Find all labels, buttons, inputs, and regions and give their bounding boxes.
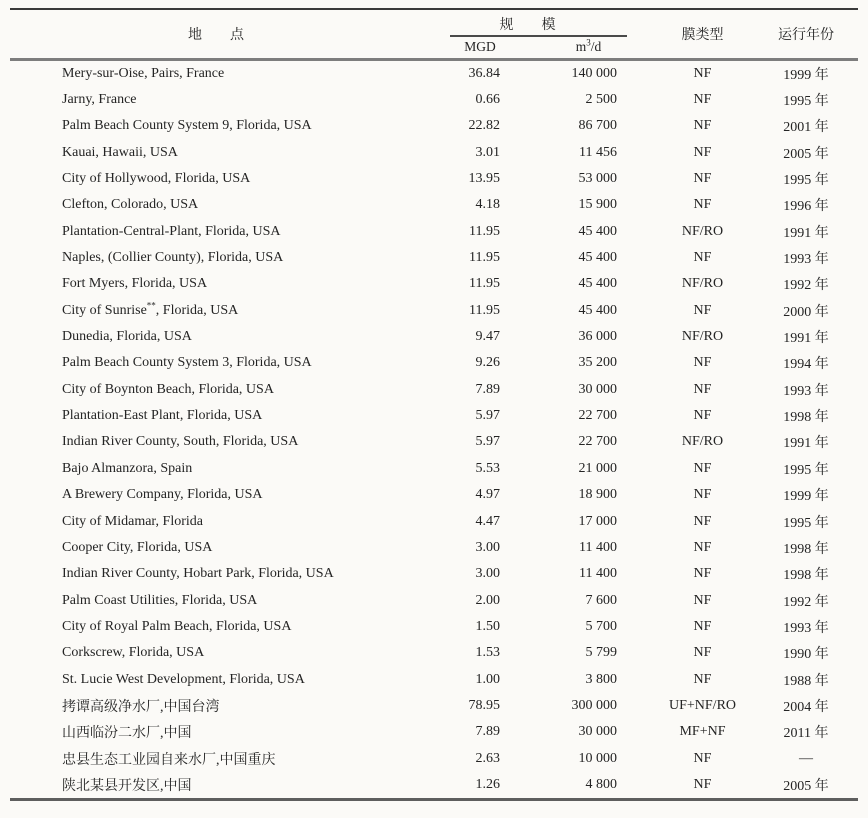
cell-operation-year: — xyxy=(799,750,813,766)
table-header xyxy=(10,9,858,59)
m3d-rest: /d xyxy=(590,39,602,55)
cell-m3d: 21 000 xyxy=(578,460,617,476)
cell-m3d: 140 000 xyxy=(571,65,617,81)
cell-location xyxy=(10,561,450,587)
cell-membrane-type: NF xyxy=(693,355,712,371)
cell-location xyxy=(10,666,450,692)
cell-location xyxy=(10,535,450,561)
cell-mgd: 78.95 xyxy=(468,697,500,713)
cell-operation-year: 2001 年 xyxy=(783,120,829,136)
location-text: St. Lucie West Development, Florida, USA xyxy=(62,671,305,687)
location-text: Fort Myers, Florida, USA xyxy=(62,276,208,292)
header-mgd-unit: MGD xyxy=(464,39,496,55)
cell-mgd: 36.84 xyxy=(468,65,500,81)
cell-m3d: 11 456 xyxy=(579,144,617,160)
cell-m3d: 11 400 xyxy=(579,539,617,555)
cell-mgd: 22.82 xyxy=(468,118,500,134)
cell-operation-year: 1988 年 xyxy=(783,673,829,689)
cell-membrane-type: NF xyxy=(693,381,712,397)
table-row xyxy=(10,745,858,771)
cell-location xyxy=(10,587,450,613)
cell-mgd: 1.00 xyxy=(475,671,500,687)
cell-mgd: 13.95 xyxy=(468,171,500,187)
location-text: Naples, (Collier County), Florida, USA xyxy=(62,250,284,266)
cell-mgd: 4.97 xyxy=(475,487,500,503)
cell-m3d: 300 000 xyxy=(571,697,617,713)
cell-mgd: 3.00 xyxy=(475,566,500,582)
cell-mgd: 1.53 xyxy=(475,645,500,661)
table-row xyxy=(10,219,858,245)
cell-operation-year: 2005 年 xyxy=(783,778,829,794)
cell-operation-year: 1991 年 xyxy=(783,331,829,347)
cell-membrane-type: NF xyxy=(693,487,712,503)
cell-mgd: 11.95 xyxy=(469,223,500,239)
cell-location xyxy=(10,693,450,719)
cell-m3d: 45 400 xyxy=(578,276,617,292)
cell-membrane-type: NF xyxy=(693,302,712,318)
table-row xyxy=(10,666,858,692)
cell-mgd: 5.53 xyxy=(475,460,500,476)
cell-location xyxy=(10,271,450,297)
m3d-base: m xyxy=(575,39,587,55)
location-text: Jarny, France xyxy=(62,92,137,108)
table-row xyxy=(10,772,858,800)
cell-operation-year: 1994 年 xyxy=(783,357,829,373)
cell-operation-year: 2000 年 xyxy=(783,304,829,320)
location-text: City of Midamar, Florida xyxy=(62,513,203,529)
cell-m3d: 22 700 xyxy=(578,408,617,424)
cell-location xyxy=(10,429,450,455)
cell-membrane-type: NF/RO xyxy=(681,276,724,292)
cell-m3d: 17 000 xyxy=(578,513,617,529)
m3d-superscript: 3 xyxy=(586,37,591,48)
table-row xyxy=(10,693,858,719)
cell-location xyxy=(10,745,450,771)
cell-membrane-type: NF xyxy=(693,513,712,529)
cell-membrane-type: NF xyxy=(693,250,712,266)
cell-location xyxy=(10,324,450,350)
location-text: 忠县生态工业园自来水厂,中国重庆 xyxy=(62,752,276,768)
table-row xyxy=(10,245,858,271)
cell-membrane-type: NF xyxy=(693,65,712,81)
cell-m3d: 3 800 xyxy=(585,671,617,687)
cell-membrane-type: NF xyxy=(693,92,712,108)
cell-membrane-type: UF+NF/RO xyxy=(668,697,737,713)
location-text: City of Royal Palm Beach, Florida, USA xyxy=(62,618,292,634)
table-row xyxy=(10,59,858,87)
location-text: Bajo Almanzora, Spain xyxy=(62,460,193,476)
table-row xyxy=(10,87,858,113)
location-text: City of Boynton Beach, Florida, USA xyxy=(62,381,274,397)
location-text: City of Hollywood, Florida, USA xyxy=(62,171,251,187)
cell-operation-year: 1999 年 xyxy=(783,67,829,83)
cell-m3d: 53 000 xyxy=(578,171,617,187)
cell-membrane-type: NF xyxy=(693,776,712,792)
table-row xyxy=(10,482,858,508)
table-row xyxy=(10,719,858,745)
cell-operation-year: 1998 年 xyxy=(783,410,829,426)
cell-m3d: 86 700 xyxy=(578,118,617,134)
cell-m3d: 22 700 xyxy=(578,434,617,450)
table-body xyxy=(10,59,858,800)
cell-mgd: 7.89 xyxy=(475,381,500,397)
cell-location xyxy=(10,59,450,87)
cell-membrane-type: NF xyxy=(693,539,712,555)
cell-mgd: 0.66 xyxy=(475,92,500,108)
cell-m3d: 5 700 xyxy=(585,618,617,634)
location-text: 山西临汾二水厂,中国 xyxy=(62,726,192,742)
cell-operation-year: 2004 年 xyxy=(783,699,829,715)
cell-membrane-type: NF xyxy=(693,171,712,187)
header-scale-group: 规 模 xyxy=(450,9,627,37)
cell-location xyxy=(10,350,450,376)
cell-membrane-type: NF xyxy=(693,592,712,608)
cell-membrane-type: NF xyxy=(693,750,712,766)
location-text: Mery-sur-Oise, Pairs, France xyxy=(62,65,225,81)
cell-m3d: 45 400 xyxy=(578,302,617,318)
location-text: Indian River County, Hobart Park, Florida, USA xyxy=(62,566,334,582)
cell-membrane-type: NF xyxy=(693,566,712,582)
cell-mgd: 1.26 xyxy=(475,776,500,792)
cell-location xyxy=(10,219,450,245)
header-m3d-unit xyxy=(510,37,627,59)
cell-location xyxy=(10,298,450,324)
cell-m3d: 45 400 xyxy=(578,223,617,239)
location-text: A Brewery Company, Florida, USA xyxy=(62,487,263,503)
cell-membrane-type: NF/RO xyxy=(681,329,724,345)
cell-operation-year: 1992 年 xyxy=(783,594,829,610)
cell-m3d: 30 000 xyxy=(578,724,617,740)
cell-mgd: 3.01 xyxy=(475,144,500,160)
cell-m3d: 30 000 xyxy=(578,381,617,397)
cell-location xyxy=(10,508,450,534)
cell-operation-year: 1998 年 xyxy=(783,568,829,584)
cell-mgd: 5.97 xyxy=(475,434,500,450)
cell-operation-year: 1991 年 xyxy=(783,225,829,241)
table-row xyxy=(10,587,858,613)
cell-membrane-type: NF xyxy=(693,645,712,661)
cell-membrane-type: NF xyxy=(693,144,712,160)
cell-location xyxy=(10,403,450,429)
cell-operation-year: 1995 年 xyxy=(783,94,829,110)
table-row xyxy=(10,298,858,324)
cell-operation-year: 1992 年 xyxy=(783,278,829,294)
cell-m3d: 36 000 xyxy=(578,329,617,345)
table-row xyxy=(10,456,858,482)
cell-mgd: 9.26 xyxy=(475,355,500,371)
cell-membrane-type: NF xyxy=(693,671,712,687)
cell-m3d: 15 900 xyxy=(578,197,617,213)
table-row xyxy=(10,561,858,587)
table-row xyxy=(10,166,858,192)
cell-location xyxy=(10,245,450,271)
cell-mgd: 4.18 xyxy=(475,197,500,213)
table-row xyxy=(10,113,858,139)
cell-location xyxy=(10,377,450,403)
cell-operation-year: 1998 年 xyxy=(783,541,829,557)
location-text: Kauai, Hawaii, USA xyxy=(62,144,178,160)
location-text: 拷谭高级净水厂,中国台湾 xyxy=(62,699,220,715)
cell-mgd: 11.95 xyxy=(469,302,500,318)
table-row xyxy=(10,271,858,297)
cell-location xyxy=(10,113,450,139)
cell-operation-year: 2011 年 xyxy=(783,726,829,742)
table-row xyxy=(10,403,858,429)
table-row xyxy=(10,140,858,166)
table-row xyxy=(10,377,858,403)
location-text: City of Sunrise xyxy=(62,302,147,318)
cell-operation-year: 1995 年 xyxy=(783,515,829,531)
cell-mgd: 3.00 xyxy=(475,539,500,555)
cell-location xyxy=(10,719,450,745)
cell-mgd: 11.95 xyxy=(469,250,500,266)
cell-membrane-type: NF xyxy=(693,408,712,424)
cell-m3d: 18 900 xyxy=(578,487,617,503)
cell-m3d: 35 200 xyxy=(578,355,617,371)
cell-location xyxy=(10,772,450,800)
cell-location xyxy=(10,87,450,113)
table-row xyxy=(10,192,858,218)
cell-operation-year: 1995 年 xyxy=(783,462,829,478)
cell-m3d: 4 800 xyxy=(585,776,617,792)
cell-location xyxy=(10,140,450,166)
cell-mgd: 7.89 xyxy=(475,724,500,740)
header-membrane-type: 膜类型 xyxy=(681,27,724,43)
cell-mgd: 5.97 xyxy=(475,408,500,424)
cell-location xyxy=(10,614,450,640)
cell-membrane-type: NF/RO xyxy=(681,223,724,239)
cell-membrane-type: NF xyxy=(693,197,712,213)
cell-m3d: 2 500 xyxy=(585,92,617,108)
table-row xyxy=(10,508,858,534)
cell-operation-year: 1993 年 xyxy=(783,383,829,399)
cell-operation-year: 1993 年 xyxy=(783,620,829,636)
table-row xyxy=(10,614,858,640)
cell-location xyxy=(10,456,450,482)
cell-location xyxy=(10,640,450,666)
cell-operation-year: 2005 年 xyxy=(783,146,829,162)
cell-location xyxy=(10,482,450,508)
cell-operation-year: 1995 年 xyxy=(783,173,829,189)
cell-membrane-type: NF xyxy=(693,118,712,134)
cell-mgd: 2.00 xyxy=(475,592,500,608)
water-plants-table xyxy=(10,8,858,801)
cell-m3d: 5 799 xyxy=(585,645,617,661)
location-text-rest: , Florida, USA xyxy=(155,302,239,318)
cell-m3d: 7 600 xyxy=(585,592,617,608)
table-row xyxy=(10,535,858,561)
cell-operation-year: 1996 年 xyxy=(783,199,829,215)
cell-m3d: 10 000 xyxy=(578,750,617,766)
location-text: Indian River County, South, Florida, USA xyxy=(62,434,299,450)
header-operation-year: 运行年份 xyxy=(778,27,834,43)
location-text: Corkscrew, Florida, USA xyxy=(62,645,205,661)
location-text: Palm Coast Utilities, Florida, USA xyxy=(62,592,258,608)
cell-operation-year: 1993 年 xyxy=(783,252,829,268)
location-text: Plantation-Central-Plant, Florida, USA xyxy=(62,223,281,239)
location-text: Clefton, Colorado, USA xyxy=(62,197,199,213)
location-text: Cooper City, Florida, USA xyxy=(62,539,213,555)
cell-m3d: 45 400 xyxy=(578,250,617,266)
location-text: Palm Beach County System 3, Florida, USA xyxy=(62,355,312,371)
header-location: 地 点 xyxy=(188,27,244,43)
cell-membrane-type: MF+NF xyxy=(679,724,726,740)
location-text: Dunedia, Florida, USA xyxy=(62,329,192,345)
cell-mgd: 2.63 xyxy=(475,750,500,766)
location-text: Palm Beach County System 9, Florida, USA xyxy=(62,118,312,134)
cell-membrane-type: NF xyxy=(693,460,712,476)
table-row xyxy=(10,429,858,455)
table-row xyxy=(10,324,858,350)
cell-mgd: 1.50 xyxy=(475,618,500,634)
location-text: 陕北某县开发区,中国 xyxy=(62,778,192,794)
cell-location xyxy=(10,192,450,218)
cell-operation-year: 1999 年 xyxy=(783,489,829,505)
cell-mgd: 9.47 xyxy=(475,329,500,345)
table-row xyxy=(10,640,858,666)
cell-operation-year: 1991 年 xyxy=(783,436,829,452)
cell-location xyxy=(10,166,450,192)
cell-membrane-type: NF xyxy=(693,618,712,634)
location-superscript: ** xyxy=(146,300,156,311)
cell-membrane-type: NF/RO xyxy=(681,434,724,450)
cell-m3d: 11 400 xyxy=(579,566,617,582)
location-text: Plantation-East Plant, Florida, USA xyxy=(62,408,263,424)
cell-mgd: 4.47 xyxy=(475,513,500,529)
table-row xyxy=(10,350,858,376)
cell-mgd: 11.95 xyxy=(469,276,500,292)
cell-operation-year: 1990 年 xyxy=(783,647,829,663)
